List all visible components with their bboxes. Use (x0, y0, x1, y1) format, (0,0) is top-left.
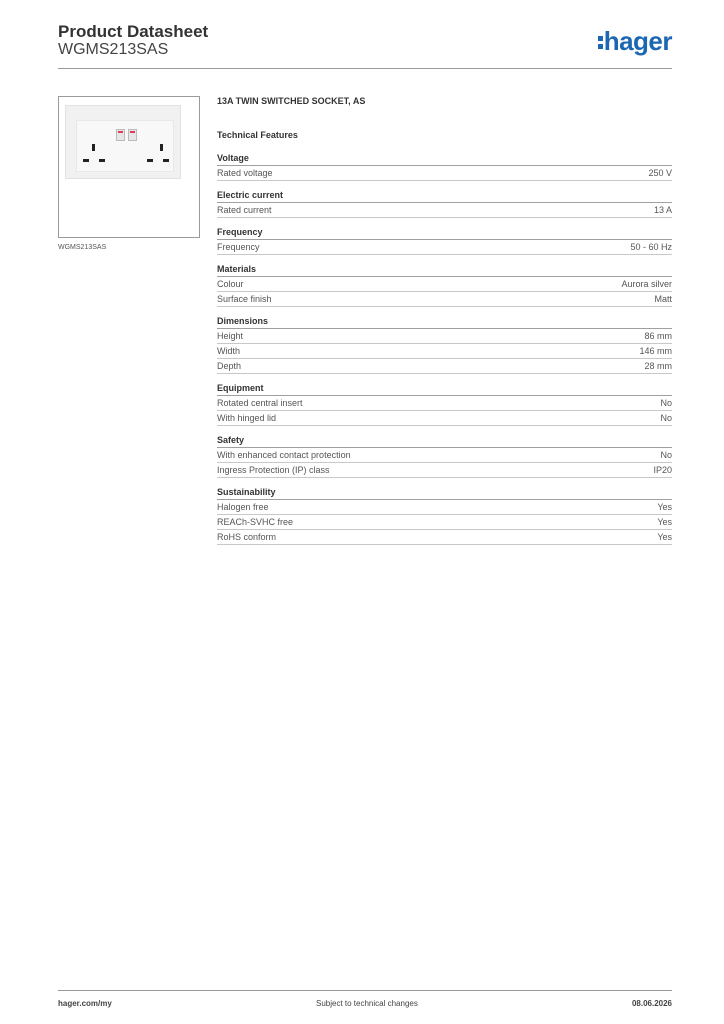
spec-label: Depth (217, 361, 242, 371)
spec-row (217, 359, 672, 374)
spec-sections (217, 152, 672, 545)
footer-website: hager.com/my (58, 999, 112, 1008)
spec-value: 250 V (648, 168, 672, 178)
socket-face (76, 120, 174, 172)
earth-pin-left (92, 144, 95, 151)
section-title: Materials (217, 263, 672, 277)
product-image (58, 96, 200, 238)
switch-rocker-right (128, 129, 137, 141)
spec-label: With hinged lid (217, 413, 277, 423)
spec-row (217, 240, 672, 255)
page-header (58, 22, 672, 68)
spec-label: Surface finish (217, 294, 272, 304)
logo-dots-icon (598, 30, 603, 50)
header-divider (58, 68, 672, 69)
spec-panel (217, 96, 672, 545)
spec-section (217, 382, 672, 426)
switch-rocker-left (116, 129, 125, 141)
spec-label: Height (217, 331, 244, 341)
spec-section (217, 263, 672, 307)
footer-notice: Subject to technical changes (316, 999, 418, 1008)
section-title: Frequency (217, 226, 672, 240)
spec-label: REACh-SVHC free (217, 517, 294, 527)
technical-features-title: Technical Features (217, 130, 298, 140)
product-name: 13A TWIN SWITCHED SOCKET, AS (217, 96, 366, 106)
spec-value: Yes (657, 517, 672, 527)
spec-value: 86 mm (644, 331, 672, 341)
spec-value: No (660, 413, 672, 423)
spec-label: Colour (217, 279, 244, 289)
section-title: Equipment (217, 382, 672, 396)
section-title: Electric current (217, 189, 672, 203)
spec-label: RoHS conform (217, 532, 277, 542)
spec-section (217, 189, 672, 218)
socket-illustration (65, 105, 181, 179)
document-title: Product Datasheet (58, 22, 209, 41)
spec-row (217, 292, 672, 307)
image-caption: WGMS213SAS (58, 244, 107, 251)
spec-section (217, 152, 672, 181)
page-footer (58, 990, 672, 1015)
spec-label: Rated current (217, 205, 272, 215)
spec-label: Width (217, 346, 241, 356)
spec-section (217, 434, 672, 478)
document-subtitle: WGMS213SAS (58, 41, 169, 58)
section-title: Safety (217, 434, 672, 448)
spec-row (217, 277, 672, 292)
spec-label: Rotated central insert (217, 398, 303, 408)
logo-text: hager (603, 26, 672, 56)
live-pin-left-1 (83, 159, 89, 162)
spec-row (217, 396, 672, 411)
spec-value: No (660, 450, 672, 460)
spec-row (217, 515, 672, 530)
live-pin-right-2 (163, 159, 169, 162)
spec-value: 28 mm (644, 361, 672, 371)
spec-row (217, 329, 672, 344)
live-pin-right-1 (147, 159, 153, 162)
spec-row (217, 166, 672, 181)
spec-row (217, 344, 672, 359)
section-title: Dimensions (217, 315, 672, 329)
spec-row (217, 203, 672, 218)
spec-section (217, 315, 672, 374)
spec-row (217, 448, 672, 463)
spec-value: 13 A (653, 205, 672, 215)
spec-section (217, 486, 672, 545)
spec-value: Yes (657, 532, 672, 542)
section-title: Sustainability (217, 486, 672, 500)
spec-label: Frequency (217, 242, 260, 252)
spec-label: With enhanced contact protection (217, 450, 351, 460)
spec-value: No (660, 398, 672, 408)
spec-label: Rated voltage (217, 168, 273, 178)
spec-row (217, 463, 672, 478)
spec-label: Halogen free (217, 502, 269, 512)
section-title: Voltage (217, 152, 672, 166)
spec-section (217, 226, 672, 255)
spec-value: 146 mm (639, 346, 672, 356)
spec-value: Yes (657, 502, 672, 512)
spec-row (217, 500, 672, 515)
spec-row (217, 411, 672, 426)
spec-value: 50 - 60 Hz (630, 242, 672, 252)
earth-pin-right (160, 144, 163, 151)
spec-label: Ingress Protection (IP) class (217, 465, 330, 475)
spec-value: Aurora silver (621, 279, 672, 289)
spec-value: IP20 (653, 465, 672, 475)
spec-row (217, 530, 672, 545)
hager-logo (598, 26, 672, 57)
live-pin-left-2 (99, 159, 105, 162)
spec-value: Matt (654, 294, 672, 304)
footer-date: 08.06.2026 (631, 999, 672, 1008)
